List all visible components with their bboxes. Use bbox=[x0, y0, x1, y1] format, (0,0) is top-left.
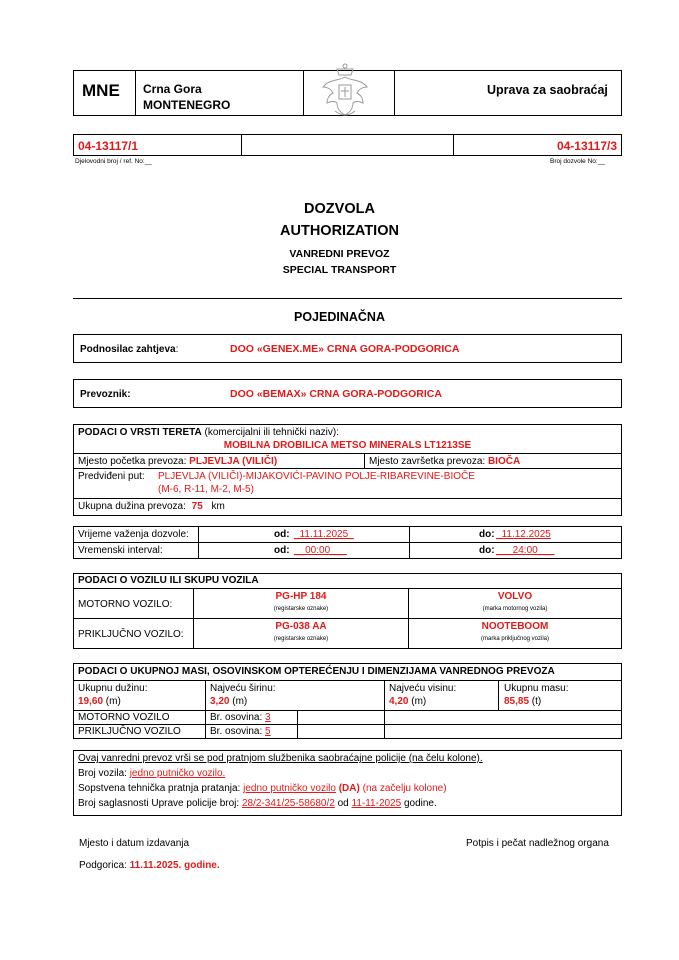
trailer-label: PRIKLJUČNO VOZILO: bbox=[78, 629, 184, 640]
authority-name: Uprava za saobraćaj bbox=[487, 83, 608, 97]
escort-count-label: Broj vozila: bbox=[78, 768, 130, 779]
country-name-local: Crna Gora bbox=[143, 82, 202, 96]
total-length-label: Ukupnu dužinu: bbox=[78, 683, 148, 694]
trailer-make-caption: (marka priključnog vozila) bbox=[480, 636, 550, 642]
total-mass-unit: (t) bbox=[529, 696, 542, 707]
issue-place: Podgorica: bbox=[79, 860, 130, 871]
length-label: Ukupna dužina prevoza: bbox=[78, 501, 186, 512]
total-length-value: 19,60 bbox=[78, 696, 104, 707]
escort-line1: Ovaj vanredni prevoz vrši se pod pratnjom službenika saobraćajne policije (na čelu kolone). bbox=[78, 753, 483, 764]
interval-label: Vremenski interval: bbox=[78, 545, 163, 556]
motor-make: VOLVO bbox=[497, 591, 533, 602]
dim-motor-axles-label: Br. osovina: bbox=[210, 712, 266, 723]
consent-from: od bbox=[334, 798, 352, 809]
escort-tech-da: (DA) bbox=[335, 783, 360, 794]
escort-count-value: jedno putničko vozilo. bbox=[129, 768, 226, 779]
validity-label: Vrijeme važenja dozvole: bbox=[78, 529, 189, 540]
to-date: _11.12.2025 bbox=[496, 529, 551, 540]
header-box bbox=[73, 70, 622, 116]
consent-label: Broj saglasnosti Uprave policije broj: bbox=[78, 798, 242, 809]
title-divider bbox=[73, 298, 622, 299]
route-line2: (M-6, R-11, M-2, M-5) bbox=[158, 484, 254, 495]
escort-tech-note: (na začelju kolone) bbox=[359, 783, 447, 794]
country-name-en: MONTENEGRO bbox=[143, 98, 231, 112]
carrier-value: DOO «BEMAX» CRNA GORA-PODGORICA bbox=[230, 388, 442, 400]
total-length-unit: (m) bbox=[103, 696, 121, 707]
motor-reg: PG-HP 184 bbox=[275, 591, 327, 602]
max-height-value: 4,20 bbox=[389, 696, 409, 707]
carrier-box bbox=[73, 379, 622, 408]
applicant-label: Podnosilac zahtjeva bbox=[80, 344, 176, 355]
applicant-colon: : bbox=[175, 344, 179, 355]
title-dozvola: DOZVOLA bbox=[304, 201, 375, 217]
consent-suffix: godine. bbox=[401, 798, 437, 809]
to-time: ___24:00___ bbox=[496, 545, 555, 556]
dim-trailer-label: PRIKLJUČNO VOZILO bbox=[78, 726, 181, 737]
dim-motor-axles: 3 bbox=[265, 712, 271, 723]
cargo-box bbox=[73, 424, 622, 516]
title-vanredni: VANREDNI PREVOZ bbox=[289, 248, 390, 260]
vehicle-heading: PODACI O VOZILU ILI SKUPU VOZILA bbox=[78, 575, 259, 586]
end-label: Mjesto završetka prevoza: bbox=[369, 456, 486, 467]
motor-make-caption: (marka motornog vozila) bbox=[482, 606, 548, 612]
escort-tech-label: Sopstvena tehnička pratnja pratanja: bbox=[78, 783, 244, 794]
applicant-value: DOO «GENEX.ME» CRNA GORA-PODGORICA bbox=[230, 343, 460, 355]
trailer-make: NOOTEBOOM bbox=[481, 621, 549, 632]
dim-motor-label: MOTORNO VOZILO bbox=[78, 712, 170, 723]
coat-of-arms-icon bbox=[315, 61, 375, 121]
consent-date: 11-11-2025 bbox=[351, 798, 402, 809]
from-date: _11.11.2025_ bbox=[294, 529, 354, 540]
escort-tech-value: jedno putničko vozilo bbox=[243, 783, 336, 794]
carrier-label: Prevoznik: bbox=[80, 389, 131, 400]
start-label: Mjesto početka prevoza: bbox=[78, 456, 187, 467]
vehicle-box bbox=[73, 573, 622, 649]
length-value: 75 bbox=[191, 501, 203, 512]
route-line1: PLJEVLJA (VILIČI)-MIJAKOVIĆI-PAVINO POLJE-RIBAREVINE-BIOČE bbox=[158, 471, 475, 482]
end-value: BIOČA bbox=[487, 456, 521, 467]
dimensions-heading: PODACI O UKUPNOJ MASI, OSOVINSKOM OPTEREĆENJU I DIMENZIJAMA VANREDNOG PREVOZA bbox=[78, 666, 555, 677]
applicant-box bbox=[73, 334, 622, 363]
consent-number: 28/2-341/25-58680/2 bbox=[241, 798, 335, 809]
dimensions-box bbox=[73, 663, 622, 739]
route-label: Predviđeni put: bbox=[78, 471, 145, 482]
start-value: PLJEVLJA (VILIČI) bbox=[189, 456, 278, 467]
to-time-label: do: bbox=[479, 545, 495, 556]
reference-number: 04-13117/1 bbox=[78, 139, 139, 153]
country-code: MNE bbox=[82, 81, 120, 100]
place-date-label: Mjesto i datum izdavanja bbox=[79, 838, 190, 849]
trailer-reg: PG-038 AA bbox=[275, 621, 327, 632]
max-width-unit: (m) bbox=[229, 696, 248, 707]
motor-vehicle-label: MOTORNO VOZILO: bbox=[78, 599, 173, 610]
permit-caption: Broj dozvole No:__ bbox=[550, 158, 605, 165]
title-special: SPECIAL TRANSPORT bbox=[282, 264, 397, 276]
cargo-heading-note: (komercijalni ili tehnički naziv): bbox=[201, 427, 339, 438]
signature-label: Potpis i pečat nadležnog organa bbox=[466, 838, 609, 849]
reference-caption: Djelovodni broj / ref. No:__ bbox=[75, 158, 152, 165]
dim-trailer-axles: 5 bbox=[265, 726, 271, 737]
permit-type: POJEDINAČNA bbox=[294, 310, 385, 324]
total-mass-value: 85,85 bbox=[504, 696, 530, 707]
max-width-value: 3,20 bbox=[210, 696, 230, 707]
reference-row bbox=[73, 134, 622, 156]
permit-number: 04-13117/3 bbox=[556, 139, 617, 153]
dim-trailer-axles-label: Br. osovina: bbox=[210, 726, 266, 737]
from-time-label: od: bbox=[274, 545, 290, 556]
issue-date: 11.11.2025. godine. bbox=[129, 860, 220, 871]
total-mass-label: Ukupnu masu: bbox=[504, 683, 569, 694]
from-time: __00:00___ bbox=[294, 545, 347, 556]
motor-reg-caption: (registarske oznake) bbox=[273, 606, 329, 612]
cargo-heading: PODACI O VRSTI TERETA bbox=[78, 427, 202, 438]
cargo-name: MOBILNA DROBILICA METSO MINERALS LT1213SE bbox=[223, 440, 472, 451]
trailer-reg-caption: (registarske oznake) bbox=[273, 636, 329, 642]
length-unit: km bbox=[211, 501, 225, 512]
title-authorization: AUTHORIZATION bbox=[280, 223, 399, 239]
max-height-unit: (m) bbox=[408, 696, 427, 707]
max-width-label: Najveću širinu: bbox=[210, 683, 276, 694]
max-height-label: Najveću visinu: bbox=[389, 683, 457, 694]
validity-box bbox=[73, 526, 622, 559]
escort-box bbox=[73, 750, 622, 816]
to-label: do: bbox=[479, 529, 495, 540]
from-label: od: bbox=[274, 529, 290, 540]
